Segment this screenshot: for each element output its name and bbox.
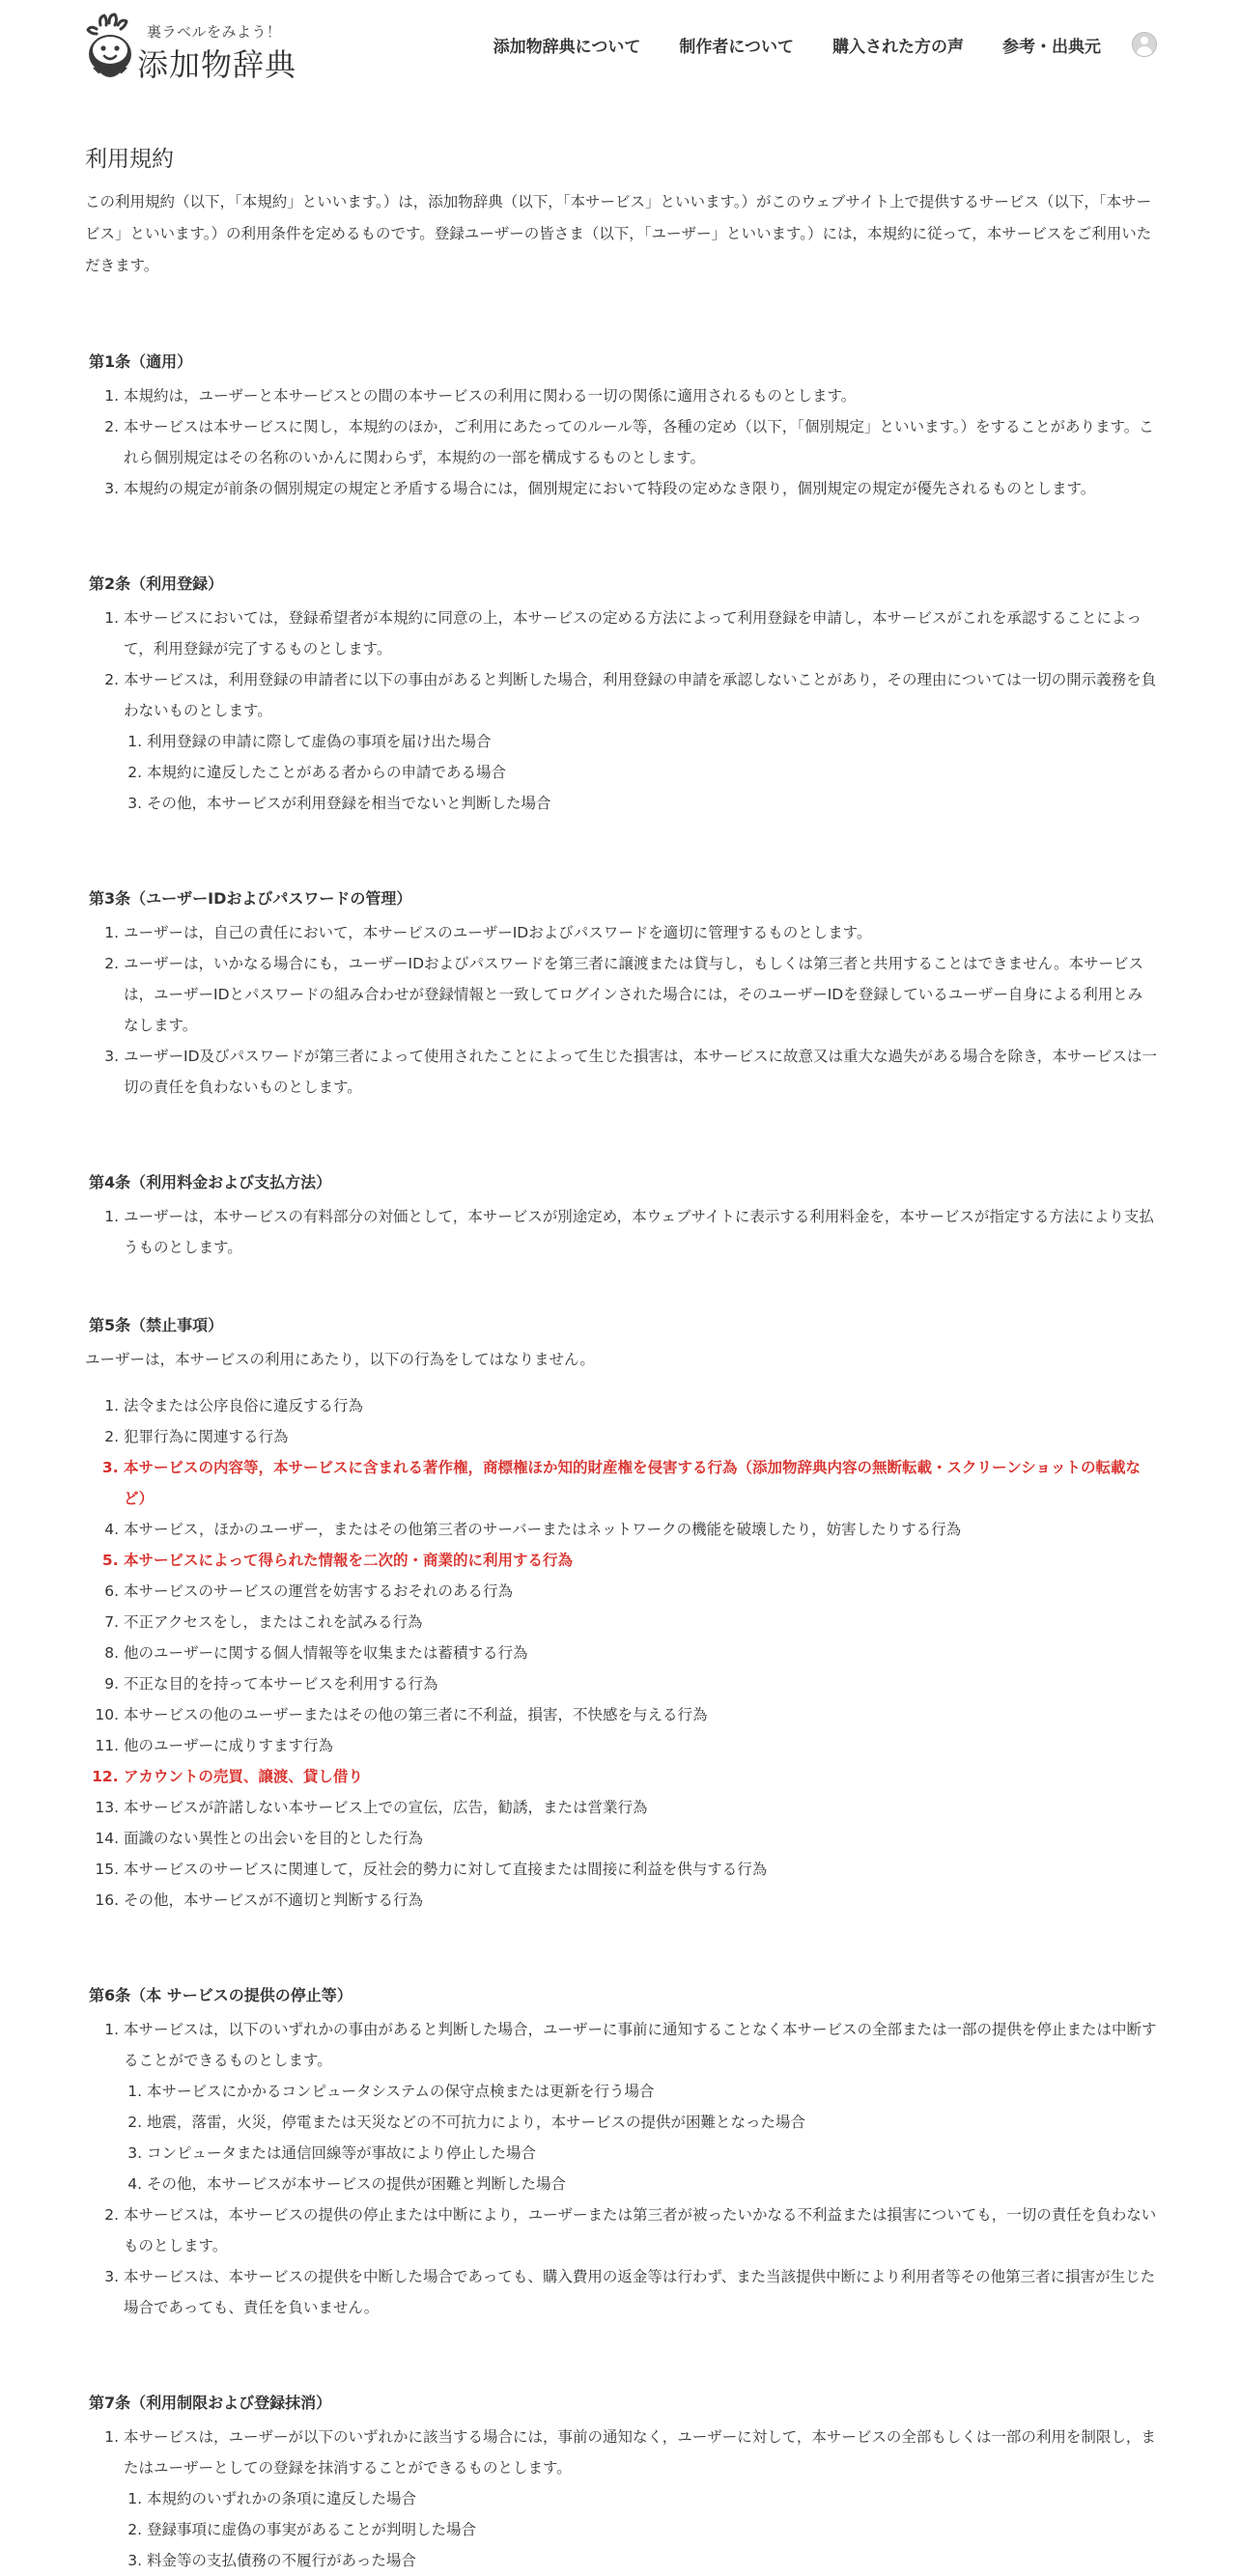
sub-list — [124, 2483, 1157, 2576]
nav-item-about[interactable]: 添加物辞典について — [493, 37, 641, 57]
sub-list — [124, 726, 1157, 819]
user-icon-head — [1141, 37, 1148, 44]
article-heading: 第6条（本 サービスの提供の停止等） — [89, 1986, 352, 2004]
list-item: 2. 犯罪行為に関連する行為 — [124, 1421, 1157, 1452]
sub-list-item: 2. 地震，落雷，火災，停電または天災などの不可抗力により，本サービスの提供が困難となった場合 — [147, 2107, 1157, 2138]
article-list — [85, 2422, 1157, 2576]
sub-list-item: 1. 本サービスにかかるコンピュータシステムの保守点検または更新を行う場合 — [147, 2076, 1157, 2107]
user-account-icon[interactable] — [1132, 32, 1157, 57]
list-item: 2. 本サービスは本サービスに関し，本規約のほか，ご利用にあたってのルール等，各種の定め（以下，「個別規定」といいます。）をすることがあります。これら個別規定はその名称のいかんに関わらず，本規約の一部を構成するものとします。 — [124, 411, 1157, 473]
list-item: 1. 法令または公序良俗に違反する行為 — [124, 1390, 1157, 1421]
list-item: 3. 本規約の規定が前条の個別規定の規定と矛盾する場合には，個別規定において特段の定めなき限り，個別規定の規定が優先されるものとします。 — [124, 473, 1157, 504]
list-item: 2. ユーザーは，いかなる場合にも，ユーザーIDおよびパスワードを第三者に譲渡または貸与し，もしくは第三者と共用することはできません。本サービスは，ユーザーIDとパスワードの組み合わせが登録情報と一致してログインされた場合には，そのユーザーIDを登録しているユーザー自身による利用とみなします。 — [124, 948, 1157, 1041]
article-heading: 第7条（利用制限および登録抹消） — [89, 2394, 332, 2412]
article-list — [85, 1201, 1157, 1263]
list-item-text: 本サービスは，以下のいずれかの事由があると判断した場合，ユーザーに事前に通知することなく本サービスの全部または一部の提供を停止または中断することができるものとします。 — [124, 2021, 1157, 2069]
list-item: 8. 他のユーザーに関する個人情報等を収集または蓄積する行為 — [124, 1638, 1157, 1668]
nav-item-references[interactable]: 参考・出典元 — [1002, 37, 1101, 57]
article-2 — [85, 570, 1157, 819]
article-list — [85, 380, 1157, 504]
article-heading: 第4条（利用料金および支払方法） — [89, 1173, 332, 1191]
list-item: 1. ユーザーは，自己の責任において，本サービスのユーザーIDおよびパスワードを適切に管理するものとします。 — [124, 917, 1157, 948]
article-7 — [85, 2389, 1157, 2576]
list-item-emphasis: 5. 本サービスによって得られた情報を二次的・商業的に利用する行為 — [124, 1545, 1157, 1576]
list-item: 11. 他のユーザーに成りすます行為 — [124, 1730, 1157, 1761]
logo-title: 添加物辞典 — [137, 46, 297, 83]
site-header — [0, 0, 1240, 97]
list-item: 9. 不正な目的を持って本サービスを利用する行為 — [124, 1668, 1157, 1699]
sub-list-item: 3. その他，本サービスが利用登録を相当でないと判断した場合 — [147, 788, 1157, 819]
list-item: 13. 本サービスが許諾しない本サービス上での宣伝，広告，勧誘，または営業行為 — [124, 1792, 1157, 1823]
sub-list-item: 1. 本規約のいずれかの条項に違反した場合 — [147, 2483, 1157, 2514]
sub-list-item: 4. その他，本サービスが本サービスの提供が困難と判断した場合 — [147, 2169, 1157, 2199]
list-item: 15. 本サービスのサービスに関連して，反社会的勢力に対して直接または間接に利益を供与する行為 — [124, 1854, 1157, 1885]
sub-list-item: 3. コンピュータまたは通信回線等が事故により停止した場合 — [147, 2138, 1157, 2169]
article-heading: 第1条（適用） — [89, 352, 193, 371]
list-item: 4. 本サービス，ほかのユーザー，またはその他第三者のサーバーまたはネットワークの機能を破壊したり，妨害したりする行為 — [124, 1514, 1157, 1545]
article-heading: 第2条（利用登録） — [89, 574, 224, 593]
article-list — [85, 917, 1157, 1103]
list-item: 1. ユーザーは，本サービスの有料部分の対価として，本サービスが別途定め，本ウェブサイトに表示する利用料金を，本サービスが指定する方法により支払うものとします。 — [124, 1201, 1157, 1263]
logo-tagline: 裏ラベルをみよう！ — [147, 23, 282, 41]
article-intro: ユーザーは，本サービスの利用にあたり，以下の行為をしてはなりません。 — [85, 1351, 595, 1368]
nav-item-reviews[interactable]: 購入された方の声 — [832, 37, 964, 57]
article-3 — [85, 884, 1157, 1103]
article-list — [85, 602, 1157, 819]
list-item-text: 本サービスは，ユーザーが以下のいずれかに該当する場合には，事前の通知なく，ユーザーに対して，本サービスの全部もしくは一部の利用を制限し，またはユーザーとしての登録を抹消することができるものとします。 — [124, 2428, 1156, 2477]
list-item: 3. ユーザーID及びパスワードが第三者によって使用されたことによって生じた損害は，本サービスに故意又は重大な過失がある場合を除き，本サービスは一切の責任を負わないものとします。 — [124, 1041, 1157, 1103]
article-list — [85, 1390, 1157, 1916]
terms-content — [85, 141, 1157, 2576]
list-item-text: 本サービスは，利用登録の申請者に以下の事由があると判断した場合，利用登録の申請を承認しないことがあり，その理由については一切の開示義務を負わないものとします。 — [124, 671, 1157, 719]
list-item — [124, 2422, 1157, 2576]
sub-list-item: 2. 本規約に違反したことがある者からの申請である場合 — [147, 757, 1157, 788]
list-item: 10. 本サービスの他のユーザーまたはその他の第三者に不利益，損害，不快感を与える行為 — [124, 1699, 1157, 1730]
article-6 — [85, 1981, 1157, 2323]
list-item: 3. 本サービスは、本サービスの提供を中断した場合であっても、購入費用の返金等は行わず、また当該提供中断により利用者等その他第三者に損害が生じた場合であっても、責任を負いません。 — [124, 2261, 1157, 2323]
list-item: 6. 本サービスのサービスの運営を妨害するおそれのある行為 — [124, 1576, 1157, 1607]
list-item: 1. 本規約は，ユーザーと本サービスとの間の本サービスの利用に関わる一切の関係に適用されるものとします。 — [124, 380, 1157, 411]
article-list — [85, 2014, 1157, 2323]
list-item: 16. その他，本サービスが不適切と判断する行為 — [124, 1885, 1157, 1916]
sub-list-item: 3. 料金等の支払債務の不履行があった場合 — [147, 2545, 1157, 2576]
list-item: 14. 面識のない異性との出会いを目的とした行為 — [124, 1823, 1157, 1854]
list-item: 2. 本サービスは，本サービスの提供の停止または中断により，ユーザーまたは第三者が被ったいかなる不利益または損害についても，一切の責任を負わないものとします。 — [124, 2199, 1157, 2261]
list-item-emphasis: 12. アカウントの売買、譲渡、貸し借り — [124, 1761, 1157, 1792]
site-logo[interactable] — [83, 12, 305, 91]
article-4 — [85, 1168, 1157, 1263]
page-title: 利用規約 — [85, 147, 174, 172]
user-icon-body — [1137, 46, 1152, 57]
article-5 — [85, 1311, 1157, 1916]
list-item: 1. 本サービスにおいては，登録希望者が本規約に同意の上，本サービスの定める方法によって利用登録を申請し，本サービスがこれを承認することによって，利用登録が完了するものとします。 — [124, 602, 1157, 664]
logo-mascot-icon — [83, 12, 137, 89]
list-item — [124, 2014, 1157, 2199]
article-heading: 第5条（禁止事項） — [89, 1316, 224, 1334]
sub-list — [124, 2076, 1157, 2199]
main-nav — [455, 29, 1157, 60]
terms-intro: この利用規約（以下，「本規約」といいます。）は，添加物辞典（以下，「本サービス」といいます。）がこのウェブサイト上で提供するサービス（以下，「本サービス」といいます。）の利用条件を定めるものです。登録ユーザーの皆さま（以下，「ユーザー」といいます。）には，本規約に従って，本サービスをご利用いただきます。 — [85, 193, 1152, 274]
list-item-emphasis: 3. 本サービスの内容等，本サービスに含まれる著作権，商標権ほか知的財産権を侵害する行為（添加物辞典内容の無断転載・スクリーンショットの転載など） — [124, 1452, 1157, 1514]
nav-item-author[interactable]: 制作者について — [679, 37, 794, 57]
sub-list-item: 1. 利用登録の申請に際して虚偽の事項を届け出た場合 — [147, 726, 1157, 757]
article-1 — [85, 348, 1157, 504]
list-item — [124, 664, 1157, 819]
article-heading: 第3条（ユーザーIDおよびパスワードの管理） — [89, 889, 412, 908]
list-item: 7. 不正アクセスをし，またはこれを試みる行為 — [124, 1607, 1157, 1638]
sub-list-item: 2. 登録事項に虚偽の事実があることが判明した場合 — [147, 2514, 1157, 2545]
